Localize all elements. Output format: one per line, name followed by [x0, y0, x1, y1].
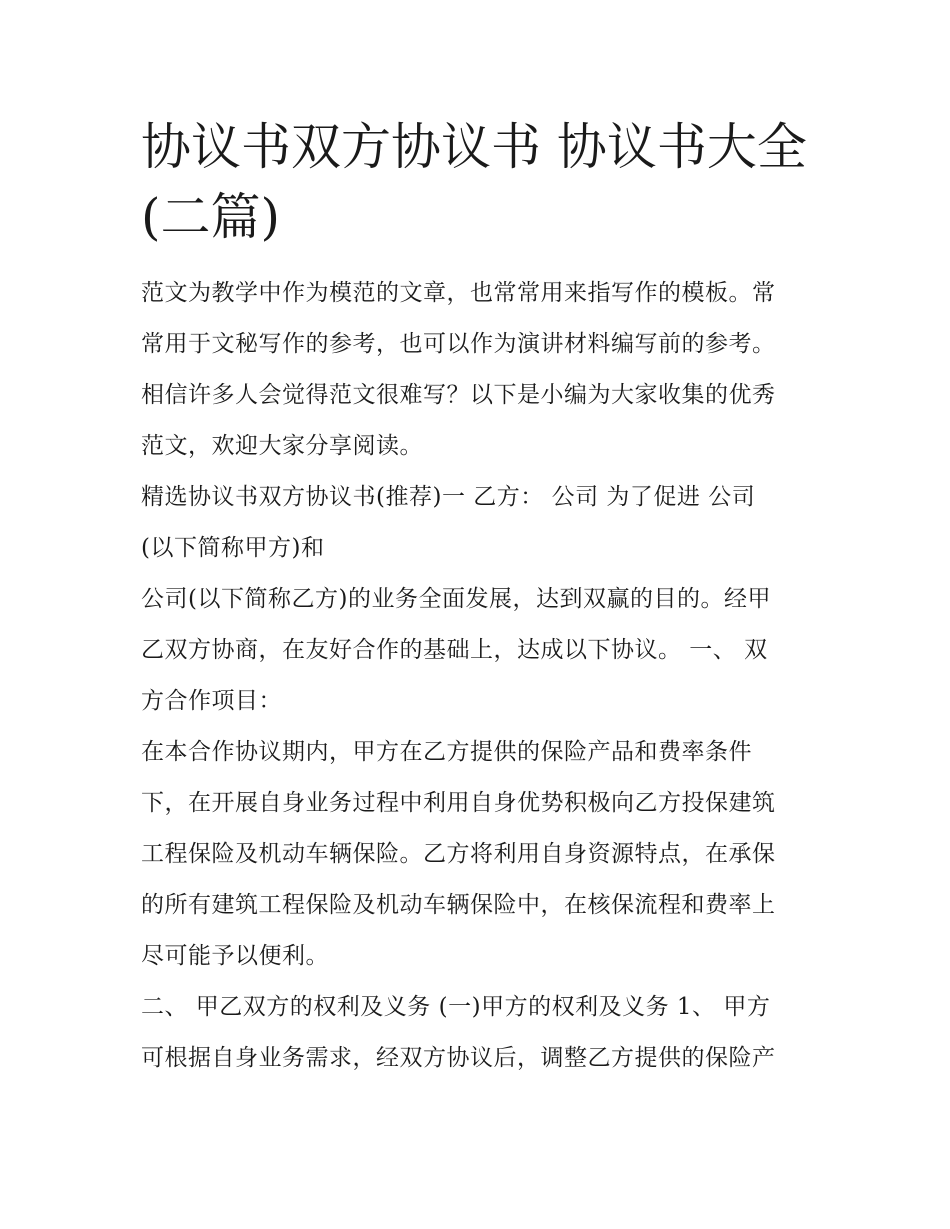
text-line: 范文，欢迎大家分享阅读。 [141, 433, 423, 459]
text-line: 精选协议书双方协议书(推荐)一 乙方： 公司 为了促进 公司 [141, 484, 756, 510]
text-line: 的所有建筑工程保险及机动车辆保险中，在核保流程和费率上 [141, 892, 776, 918]
text-line: 在本合作协议期内，甲方在乙方提供的保险产品和费率条件 [141, 739, 752, 765]
document-content [141, 112, 821, 1084]
text-line: 工程保险及机动车辆保险。乙方将利用自身资源特点，在承保 [141, 841, 776, 867]
text-line: 尽可能予以便利。 [141, 943, 329, 969]
text-line: 乙双方协商，在友好合作的基础上，达成以下协议。 一、 双 [141, 637, 768, 663]
text-line: 方合作项目： [141, 688, 282, 714]
text-line: 相信许多人会觉得范文很难写？以下是小编为大家收集的优秀 [141, 382, 776, 408]
title-line-2: (二篇) [141, 188, 281, 246]
document-title [141, 112, 821, 252]
document-body [141, 268, 821, 1084]
title-line-1: 协议书双方协议书 协议书大全 [141, 118, 807, 176]
text-line: (以下简称甲方)和 [141, 535, 325, 561]
text-line: 下，在开展自身业务过程中利用自身优势积极向乙方投保建筑 [141, 790, 776, 816]
text-line: 可根据自身业务需求，经双方协议后，调整乙方提供的保险产 [141, 1045, 776, 1071]
text-line: 二、 甲乙双方的权利及义务 (一)甲方的权利及义务 1、 甲方 [141, 994, 771, 1020]
text-line: 范文为教学中作为模范的文章，也常常用来指写作的模板。常 [141, 280, 776, 306]
text-line: 公司(以下简称乙方)的业务全面发展，达到双赢的目的。经甲 [141, 586, 771, 612]
text-line: 常用于文秘写作的参考，也可以作为演讲材料编写前的参考。 [141, 331, 776, 357]
